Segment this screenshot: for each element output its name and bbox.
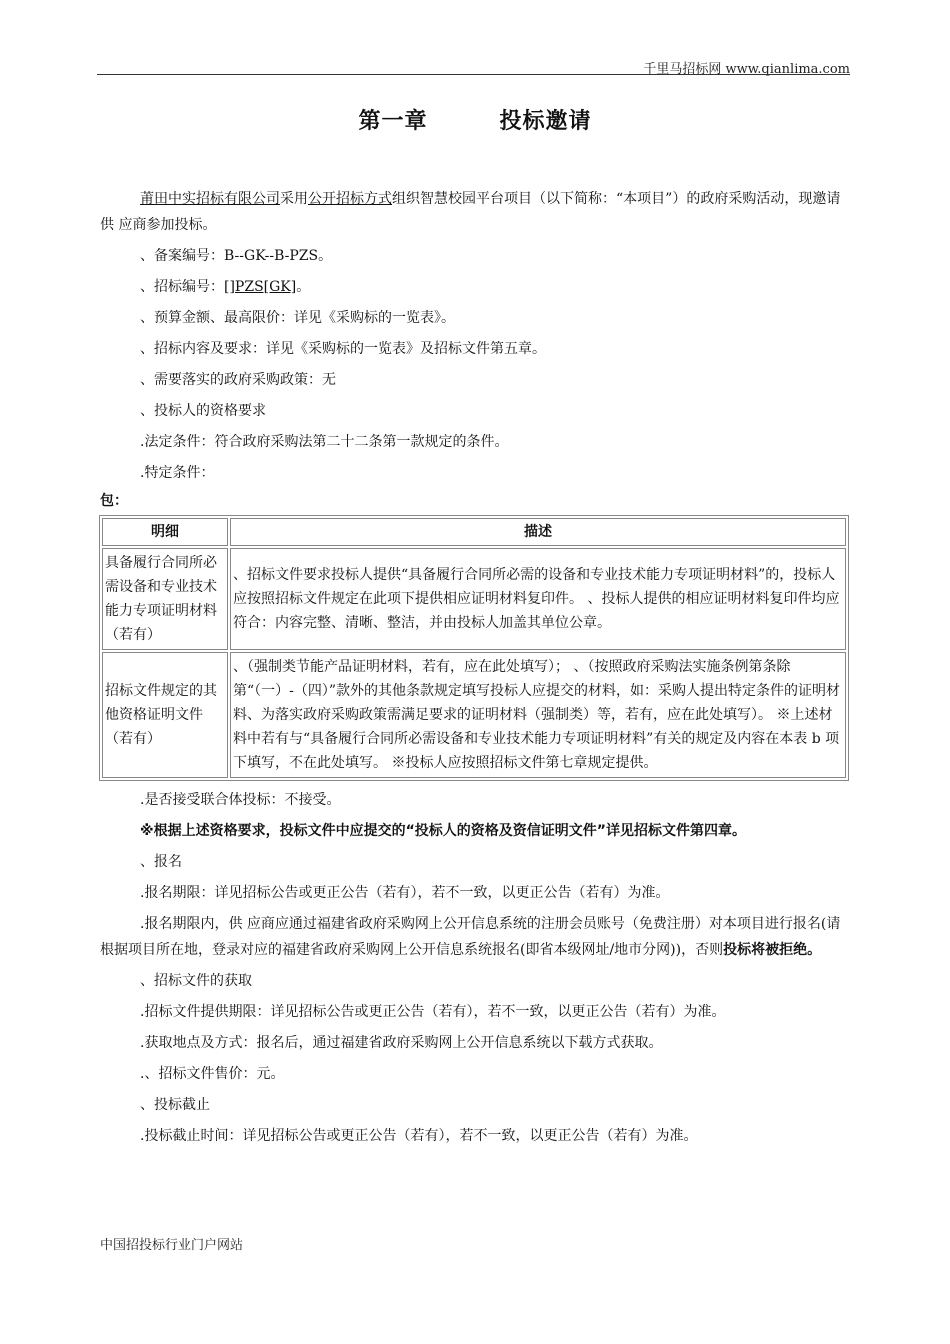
obtain-period: .招标文件提供期限：详见招标公告或更正公告（若有），若不一致，以更正公告（若有）为准。 xyxy=(140,1004,726,1020)
procurement-method: 公开招标方式 xyxy=(308,191,392,207)
document-body xyxy=(100,186,850,1154)
header-divider xyxy=(97,74,850,75)
intro-paragraph xyxy=(100,186,850,238)
chapter-name: 投标邀请 xyxy=(499,109,592,134)
chapter-number: 第一章 xyxy=(358,109,428,134)
package-label: 包： xyxy=(100,493,128,509)
deadline-time: .投标截止时间：详见招标公告或更正公告（若有），若不一致，以更正公告（若有）为准。 xyxy=(140,1128,698,1144)
signup-heading: 、报名 xyxy=(140,854,182,870)
signup-period: .报名期限：详见招标公告或更正公告（若有），若不一致，以更正公告（若有）为准。 xyxy=(140,885,670,901)
bid-number-suffix: 。 xyxy=(296,279,311,295)
qualification-note: ※根据上述资格要求，投标文件中应提交的“投标人的资格及资信证明文件”详见招标文件第四章。 xyxy=(140,823,747,839)
agency-name: 莆田中实招标有限公司 xyxy=(140,191,280,207)
requirements-table xyxy=(99,515,849,781)
legal-condition: .法定条件：符合政府采购法第二十二条第一款规定的条件。 xyxy=(140,434,509,450)
content-item: 、招标内容及要求：详见《采购标的一览表》及招标文件第五章。 xyxy=(140,341,546,357)
obtain-place: .获取地点及方式：报名后，通过福建省政府采购网上公开信息系统以下载方式获取。 xyxy=(140,1035,663,1051)
footer-text: 中国招投标行业门户网站 xyxy=(100,1238,244,1253)
table-header-desc: 描述 xyxy=(230,518,846,546)
table-header-detail: 明细 xyxy=(102,518,228,546)
record-number: 、备案编号：B--GK--B-PZS。 xyxy=(140,248,333,264)
table-cell-detail: 具备履行合同所必需设备和专业技术能力专项证明材料（若有） xyxy=(102,548,228,650)
signup-rule-warning: 投标将被拒绝。 xyxy=(723,942,822,958)
page-title xyxy=(0,104,950,135)
intro-text-1: 采用 xyxy=(280,191,308,207)
table-cell-desc: 、招标文件要求投标人提供“具备履行合同所必需的设备和专业技术能力专项证明材料”的，投标人应按照招标文件规定在此项下提供相应证明材料复印件。 、投标人提供的相应证明材料复印件均应符合：内容完整、清晰、整洁，并由投标人加盖其单位公章。 xyxy=(230,548,846,650)
document-price: .、招标文件售价：元。 xyxy=(140,1066,285,1082)
obtain-heading: 、招标文件的获取 xyxy=(140,973,252,989)
bid-number xyxy=(100,274,850,300)
consortium-item: .是否接受联合体投标：不接受。 xyxy=(140,792,341,808)
deadline-heading: 、投标截止 xyxy=(140,1097,210,1113)
table-cell-desc: 、（强制类节能产品证明材料，若有，应在此处填写）； 、（按照政府采购法实施条例第条除第“（一）-（四）”款外的其他条款规定填写投标人应提交的材料，如：采购人提出特定条件的证明材料、为落实政府采购政策需满足要求的证明材料（强制类）等，若有，应在此处填写）。 ※上述材料中若有与“具备履行合同所必需设备和专业技术能力专项证明材料”有关的规定及内容在本表 b 项下填写，不在此处填写。 ※投标人应按照招标文件第七章规定提供。 xyxy=(230,652,846,778)
table-cell-detail: 招标文件规定的其他资格证明文件（若有） xyxy=(102,652,228,778)
signup-rule xyxy=(100,911,850,963)
policy-item: 、需要落实的政府采购政策：无 xyxy=(140,372,336,388)
budget-item: 、预算金额、最高限价：详见《采购标的一览表》。 xyxy=(140,310,455,326)
bid-number-label: 、招标编号： xyxy=(140,279,224,295)
table-row xyxy=(102,548,846,650)
special-condition: .特定条件： xyxy=(140,465,215,481)
intro-text-2: 组织智慧校园平台项目（以下简称：“本项目”）的政府采购活动，现邀请供 应商参加投标。 xyxy=(100,191,841,233)
table-row xyxy=(102,652,846,778)
bid-number-value: []PZS[GK] xyxy=(224,279,297,295)
header-site-name: 千里马招标网 www.qianlima.com xyxy=(643,62,850,77)
table-header-row xyxy=(102,518,846,546)
qualification-item: 、投标人的资格要求 xyxy=(140,403,266,419)
signup-rule-text: .报名期限内，供 应商应通过福建省政府采购网上公开信息系统的注册会员账号（免费注册）对本项目进行报名(请根据项目所在地，登录对应的福建省政府采购网上公开信息系统报名(即省本级网址/地市分网))，否则 xyxy=(100,916,841,958)
